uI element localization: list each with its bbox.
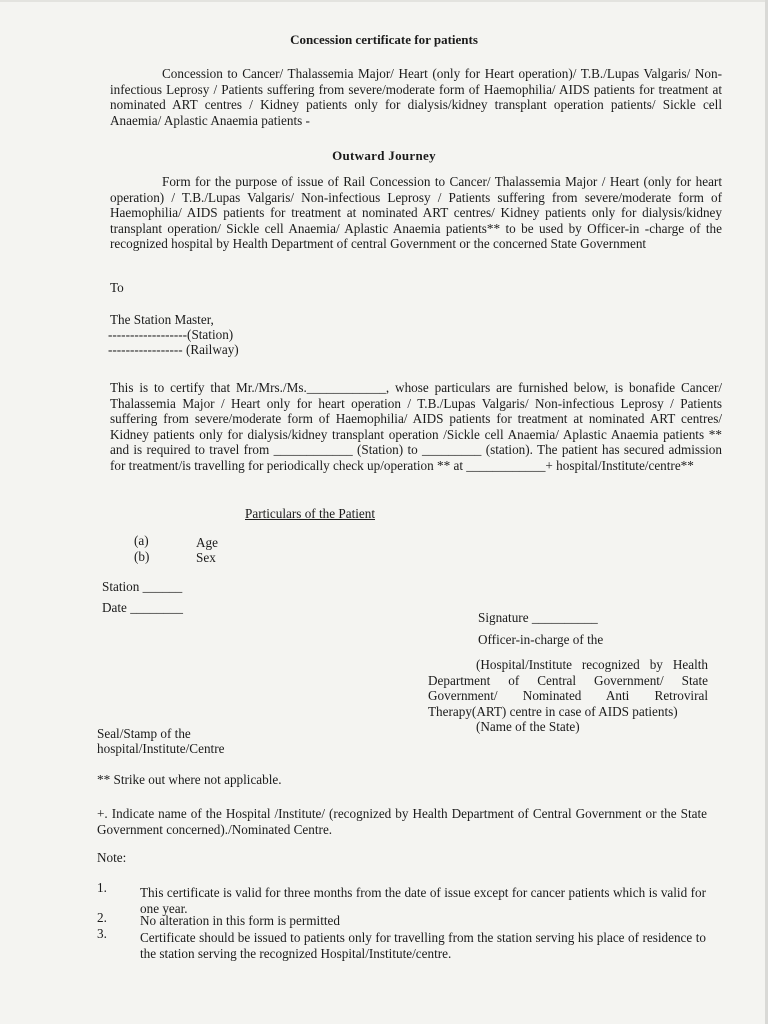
note-text: Certificate should be issued to patients only for travelling from the station serving his place of residence to the station serving the recognized Hospital/Institute/centre. xyxy=(140,930,706,961)
note-text: This certificate is valid for three months from the date of issue except for cancer patients which is valid for one year. xyxy=(140,885,706,916)
name-of-state-label: (Name of the State) xyxy=(476,719,580,734)
particulars-heading: Particulars of the Patient xyxy=(245,506,376,521)
note-text: No alteration in this form is permitted xyxy=(140,913,340,928)
note-number: 2. xyxy=(97,910,107,925)
to-label: To xyxy=(110,280,124,295)
scan-top-edge xyxy=(0,0,768,2)
intro-paragraph: Concession to Cancer/ Thalassemia Major/ Heart (only for Heart operation)/ T.B./Lupas Valgaris/ Non-infectious Leprosy / Patients suffering from severe/moderate form of Haemophilia/ AIDS patients for treatment at nominated ART centres / Kidney patients only for dialysis/kidney transplant operation patients/ Sickle cell Anaemia/ Aplastic Anaemia patients - xyxy=(110,66,722,128)
seal-stamp-label: Seal/Stamp of the xyxy=(97,726,191,741)
indicate-hospital-note: +. Indicate name of the Hospital /Institute/ (recognized by Health Department of Central Government or the State Government concerned)./Nominated Centre. xyxy=(97,806,707,837)
railway-blank-line: ----------------- (Railway) xyxy=(108,342,239,357)
station-blank-line: ------------------(Station) xyxy=(108,327,234,342)
signature-field: Signature __________ xyxy=(478,610,598,625)
certify-paragraph: This is to certify that Mr./Mrs./Ms.____________, whose particulars are furnished below, is bonafide Cancer/ Thalassemia Major / Heart only for heart operation / T.B./Lupas Valgaris/ Non-infectious Leprosy / Patients suffering from severe/moderate form of Haemophilia/ AIDS patients for treatment at nominated ART centres/ Kidney patients only for dialysis/kidney transplant operation /Sickle cell Anaemia/ Aplastic Anaemia patients ** and is required to travel from ____________ (Station) to _________ (station). The patient has secured admission for treatment/is travelling for periodically check up/operation ** at ____________+ hospital/Institute/centre** xyxy=(110,380,722,473)
document-title: Concession certificate for patients xyxy=(290,32,478,47)
section-subtitle: Outward Journey xyxy=(332,148,436,163)
note-number: 3. xyxy=(97,926,107,941)
note-heading: Note: xyxy=(97,850,127,865)
hospital-recognition-block: (Hospital/Institute recognized by Health Department of Central Government/ State Government/ Nominated Anti Retroviral Therapy(ART) centre in case of AIDS patients) xyxy=(428,657,708,719)
particular-sex-field: Sex xyxy=(196,550,216,565)
date-field: Date ________ xyxy=(102,600,183,615)
seal-stamp-institute-label: hospital/Institute/Centre xyxy=(97,741,225,756)
officer-in-charge-label: Officer-in-charge of the xyxy=(478,632,604,647)
note-number: 1. xyxy=(97,880,107,895)
strike-out-note: ** Strike out where not applicable. xyxy=(97,772,282,787)
form-purpose-paragraph: Form for the purpose of issue of Rail Concession to Cancer/ Thalassemia Major / Heart (only for heart operation) / T.B./Lupas Valgaris/ Non-infectious Leprosy / Patients suffering from severe/moderate form of Haemophilia/ AIDS patients for treatment at nominated ART centres/ Kidney patients only for dialysis/kidney transplant operation/ Sickle cell Anaemia/ Aplastic Anaemia patients** to be used by Officer-in -charge of the recognized hospital by Health Department of central Government or the concerned State Government xyxy=(110,174,722,251)
particular-a-label: (a) xyxy=(134,533,149,548)
particular-age-field: Age xyxy=(196,535,218,550)
particular-b-label: (b) xyxy=(134,549,150,564)
station-field: Station ______ xyxy=(102,579,183,594)
station-master-line: The Station Master, xyxy=(110,312,214,327)
